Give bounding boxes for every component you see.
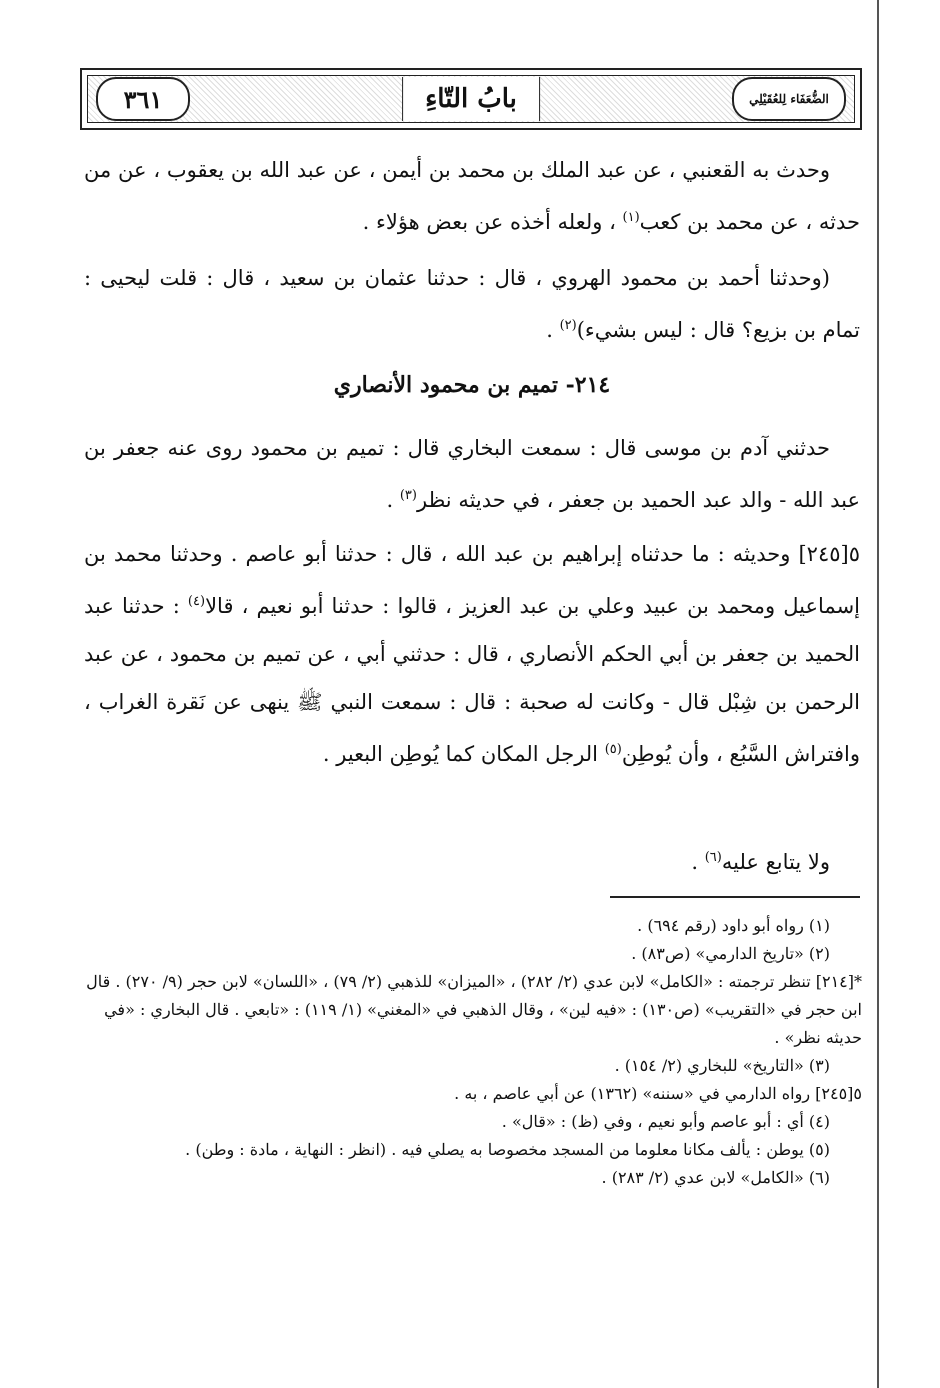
footnote-6: (٦) «الكامل» لابن عدي (٢/ ٢٨٣) . — [601, 1168, 830, 1187]
footnote-ref-6: (٦) — [704, 850, 722, 865]
footnote-ref-5: (٥) — [604, 742, 622, 757]
footnote-2: (٢) «تاريخ الدارمي» (ص٨٣) . — [631, 944, 830, 963]
paragraph-5-text: ولا يتابع عليه — [721, 850, 830, 874]
paragraph-2-end: . — [546, 318, 560, 342]
paragraph-3-text: حدثني آدم بن موسى قال : سمعت البخاري قال : تميم بن محمود روى عنه جعفر بن عبد الله - والد عبد الحميد بن جعفر ، في حديثه نظر — [84, 436, 860, 512]
page-edge-line — [877, 0, 879, 1388]
footnote-ref-1: (١) — [622, 210, 640, 225]
paragraph-2-text: (وحدثنا أحمد بن محمود الهروي ، قال : حدثنا عثمان بن سعيد ، قال : قلت ليحيى : تمام بن بزيع؟ قال : ليس بشيء) — [84, 266, 860, 342]
footnote-3: (٣) «التاريخ» للبخاري (٢/ ١٥٤) . — [614, 1056, 830, 1075]
footnote-ref-4: (٤) — [187, 594, 206, 609]
footnote-entry-214: *[٢١٤] تنظر ترجمته : «الكامل» لابن عدي (٢/ ٢٨٢) ، «الميزان» للذهبي (٢/ ٧٩) ، «اللسان» لابن حجر (٩/ ٢٧٠) . قال ابن حجر في «التقريب» (ص١٣٠) : «فيه لين» ، وقال الذهبي في «المغني» (١/ ١١٩) : «تابعي . قال البخاري : «في حديثه نظر» . — [86, 972, 862, 1047]
footnote-ref-3: (٣) — [399, 488, 417, 503]
running-header — [80, 68, 862, 130]
paragraph-2 — [84, 254, 860, 354]
page-number: ٣٦١ — [96, 77, 190, 121]
hadith-text-continued: : حدثنا عبد الحميد بن جعفر بن أبي الحكم الأنصاري ، قال : حدثني أبي ، عن تميم بن محمود ، عن عبد الرحمن بن شِبْل قال - وكانت له صحبة : قال : سمعت النبي ﷺ ينهى عن نَقرة الغراب ، وافتراش السَّبُع ، وأن يُوطِن — [84, 594, 860, 766]
footnote-separator — [610, 896, 860, 898]
hadith-text: ٥[٢٤٥] وحديثه : ما حدثناه إبراهيم بن عبد الله ، قال : حدثنا أبو عاصم . وحدثنا محمد بن إسماعيل ومحمد بن عبيد وعلي بن عبد العزيز ، قالوا : حدثنا أبو نعيم ، قالا — [84, 542, 860, 618]
hadith-text-end: الرجل المكان كما يُوطِن البعير . — [322, 742, 605, 766]
paragraph-3 — [84, 424, 860, 524]
footnotes — [84, 912, 874, 1192]
paragraph-1 — [84, 146, 860, 246]
footnote-ref-2: (٢) — [559, 318, 577, 333]
footnote-hadith-245: ٥[٢٤٥] رواه الدارمي في «سننه» (١٣٦٢) عن أبي عاصم ، به . — [454, 1084, 862, 1103]
paragraph-3-end: . — [386, 488, 400, 512]
book-title-badge: الضُّعَفَاء لِلعُقَيْلِي — [732, 77, 846, 121]
paragraph-1-text: وحدث به القعنبي ، عن عبد الملك بن محمد بن أيمن ، عن عبد الله بن يعقوب ، عن من حدثه ، عن محمد بن كعب — [84, 158, 860, 234]
footnote-1: (١) رواه أبو داود (رقم ٦٩٤) . — [637, 916, 830, 935]
paragraph-5-end: . — [691, 850, 705, 874]
entry-heading: ٢١٤- تميم بن محمود الأنصاري — [333, 372, 611, 398]
footnote-4: (٤) أي : أبو عاصم وأبو نعيم ، وفي (ظ) : «قال» . — [501, 1112, 830, 1131]
chapter-title: بابُ التّاءِ — [402, 77, 540, 121]
paragraph-5 — [84, 834, 860, 886]
footnote-5: (٥) يوطن : يألف مكانا معلوما من المسجد مخصوصا به يصلي فيه . (انظر : النهاية ، مادة : وطن) . — [185, 1140, 830, 1159]
hadith-paragraph — [84, 530, 860, 778]
paragraph-1-end: ، ولعله أخذه عن بعض هؤلاء . — [362, 210, 623, 234]
